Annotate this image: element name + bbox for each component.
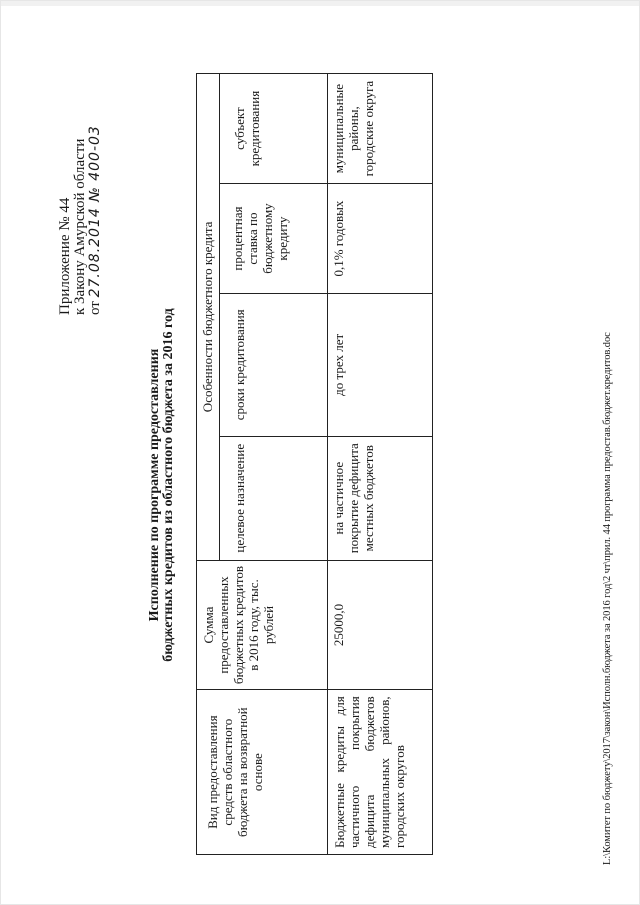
- header-kind: Вид предоставления средств областного бюджета на возвратной основе: [197, 690, 328, 855]
- cell-kind: Бюджетные кредиты для частичного покрытия дефицита бюджетов муниципальных районов, городских округов: [328, 690, 433, 855]
- header-term: сроки кредитования: [220, 293, 328, 436]
- appendix-number: Приложение № 44: [57, 197, 73, 315]
- appendix-law: к Закону Амурской области: [72, 138, 88, 315]
- cell-purpose: на частичное покрытие дефицита местных бюджетов: [328, 436, 433, 560]
- header-rate: процентная ставка по бюджетному кредиту: [220, 184, 328, 294]
- document-title: [148, 185, 176, 785]
- header-purpose: целевое назначение: [220, 436, 328, 560]
- cell-amount: 25000,0: [328, 560, 433, 690]
- budget-table: [196, 73, 433, 855]
- title-line-1: Исполнение по программе предоставления: [147, 348, 162, 622]
- table-row: [328, 74, 433, 855]
- handwritten-date: 27.08.2014 № 400-03: [87, 125, 103, 298]
- header-row: [197, 74, 220, 855]
- cell-term: до трех лет: [328, 293, 433, 436]
- file-path-footer: L:\Комитет по бюджету\2017\закон\Исполн.бюджета за 2016 год\2 чт\прил. 44 программа предостав.бюджет.кредитов.doc: [602, 332, 613, 865]
- header-subject: субъект кредитования: [220, 74, 328, 184]
- title-line-2: бюджетных кредитов из областного бюджета за 2016 год: [161, 308, 176, 662]
- date-prefix: от: [87, 301, 103, 315]
- header-amount: Сумма предоставленных бюджетных кредитов в 2016 году, тыс. рублей: [197, 560, 328, 690]
- cell-rate: 0,1% годовых: [328, 184, 433, 294]
- header-features: Особенности бюджетного кредита: [197, 74, 220, 561]
- cell-subject: муниципальные районы, городские округа: [328, 74, 433, 184]
- appendix-block: [58, 125, 103, 315]
- appendix-date: [88, 125, 103, 315]
